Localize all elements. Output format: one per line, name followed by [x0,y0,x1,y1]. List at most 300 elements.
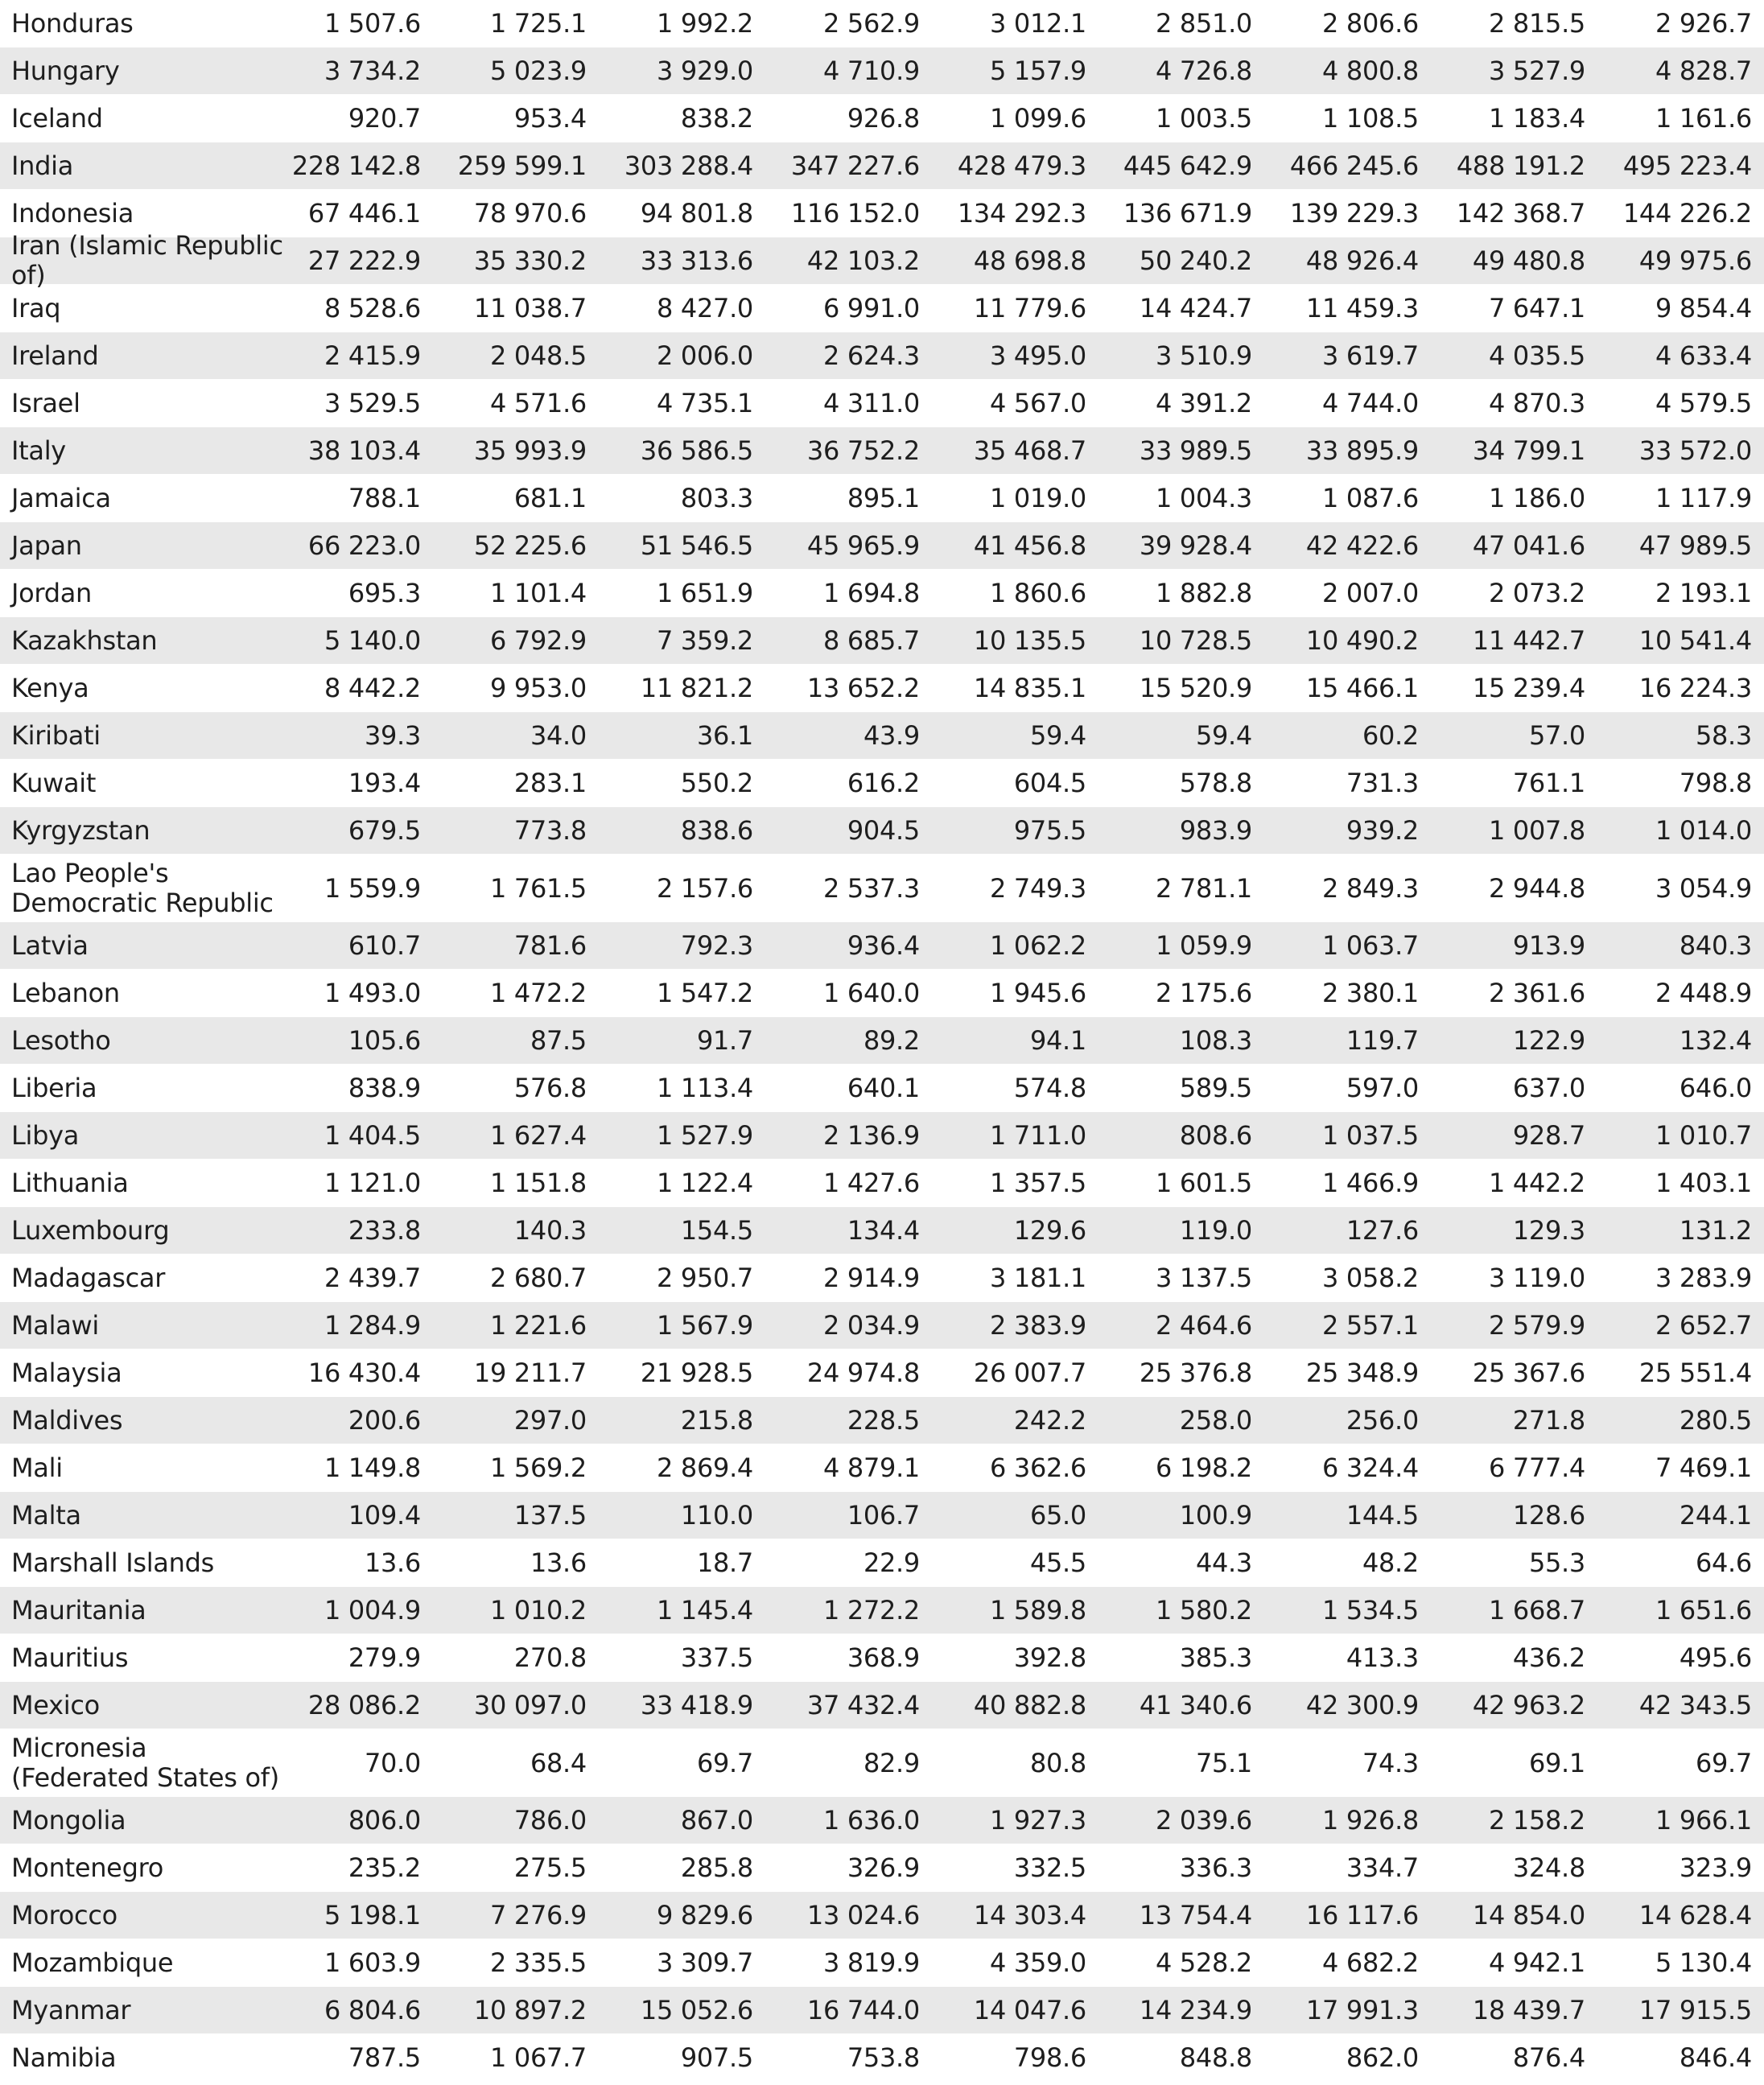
value-cell: 1 221.6 [489,1310,587,1341]
value-cell: 788.1 [348,483,421,513]
value-cell: 983.9 [1179,815,1252,846]
value-cell: 4 359.0 [989,1947,1086,1978]
country-name-cell: Maldives [11,1404,123,1436]
value-cell: 1 151.8 [489,1168,587,1198]
value-cell: 4 682.2 [1321,1947,1419,1978]
value-cell: 2 448.9 [1655,978,1752,1008]
value-cell: 14 047.6 [973,1995,1086,2025]
value-cell: 48 698.8 [973,245,1086,276]
value-cell: 2 869.4 [656,1452,753,1483]
value-cell: 2 579.9 [1488,1310,1585,1341]
value-cell: 1 601.5 [1155,1168,1252,1198]
value-cell: 798.8 [1679,768,1752,798]
value-cell: 1 559.9 [324,872,421,904]
value-cell: 47 989.5 [1638,530,1752,561]
value-cell: 907.5 [680,2042,753,2073]
value-cell: 1 186.0 [1488,483,1585,513]
value-cell: 640.1 [847,1073,920,1103]
value-cell: 15 052.6 [640,1995,753,2025]
value-cell: 5 130.4 [1655,1947,1752,1978]
value-cell: 6 198.2 [1155,1452,1252,1483]
value-cell: 1 059.9 [1155,930,1252,961]
value-cell: 1 711.0 [989,1120,1086,1151]
value-cell: 39 928.4 [1139,530,1252,561]
value-cell: 1 725.1 [489,8,587,39]
value-cell: 47 041.6 [1472,530,1585,561]
value-cell: 1 003.5 [1155,103,1252,134]
value-cell: 14 234.9 [1139,1995,1252,2025]
value-cell: 11 038.7 [473,293,587,323]
country-name-cell: Mali [11,1452,63,1483]
value-cell: 140.3 [513,1215,587,1246]
value-cell: 42 343.5 [1638,1690,1752,1720]
value-cell: 2 926.7 [1655,8,1752,39]
value-cell: 259 599.1 [457,150,587,181]
value-cell: 2 680.7 [489,1263,587,1293]
value-cell: 40 882.8 [973,1690,1086,1720]
value-cell: 10 897.2 [473,1995,587,2025]
value-cell: 1 589.8 [989,1595,1086,1626]
value-cell: 200.6 [348,1405,421,1436]
country-name-cell: Kiribati [11,719,101,751]
value-cell: 67 446.1 [307,198,421,229]
country-name-cell: Latvia [11,929,89,961]
value-cell: 119.0 [1179,1215,1252,1246]
value-cell: 975.5 [1013,815,1086,846]
value-cell: 1 493.0 [324,978,421,1008]
value-cell: 4 870.3 [1488,388,1585,418]
value-cell: 4 633.4 [1655,340,1752,371]
value-cell: 604.5 [1013,768,1086,798]
table-row [0,142,1764,190]
country-name-cell: Malawi [11,1309,99,1341]
value-cell: 14 854.0 [1472,1900,1585,1930]
value-cell: 920.7 [348,103,421,134]
table-row [0,1302,1764,1349]
value-cell: 637.0 [1512,1073,1585,1103]
value-cell: 52 225.6 [473,530,587,561]
country-name-cell: Jamaica [11,482,111,513]
value-cell: 91.7 [696,1025,753,1056]
country-name-cell: Lebanon [11,977,120,1008]
value-cell: 1 284.9 [324,1310,421,1341]
country-name-cell: Namibia [11,2042,117,2073]
value-cell: 9 953.0 [489,673,587,703]
value-cell: 1 569.2 [489,1452,587,1483]
table-row [0,970,1764,1017]
value-cell: 13.6 [364,1547,421,1578]
value-cell: 616.2 [847,768,920,798]
value-cell: 1 966.1 [1655,1805,1752,1836]
value-cell: 228 142.8 [291,150,421,181]
value-cell: 36.1 [696,720,753,751]
value-cell: 42 422.6 [1305,530,1419,561]
value-cell: 6 991.0 [822,293,920,323]
value-cell: 25 367.6 [1472,1358,1585,1388]
value-cell: 840.3 [1679,930,1752,961]
value-cell: 2 652.7 [1655,1310,1752,1341]
value-cell: 2 849.3 [1321,872,1419,904]
value-cell: 326.9 [847,1852,920,1883]
value-cell: 244.1 [1679,1500,1752,1531]
value-cell: 271.8 [1512,1405,1585,1436]
value-cell: 2 944.8 [1488,872,1585,904]
country-name-cell: India [11,150,74,181]
value-cell: 1 992.2 [656,8,753,39]
value-cell: 368.9 [847,1642,920,1673]
value-cell: 68.4 [530,1747,587,1778]
value-cell: 2 175.6 [1155,978,1252,1008]
value-cell: 939.2 [1346,815,1419,846]
value-cell: 235.2 [348,1852,421,1883]
value-cell: 895.1 [847,483,920,513]
value-cell: 66 223.0 [307,530,421,561]
value-cell: 4 879.1 [822,1452,920,1483]
value-cell: 2 806.6 [1321,8,1419,39]
country-name-cell: Montenegro [11,1852,164,1883]
value-cell: 2 335.5 [489,1947,587,1978]
value-cell: 215.8 [680,1405,753,1436]
country-name-cell: Indonesia [11,197,134,229]
table-row [0,760,1764,807]
value-cell: 37 432.4 [806,1690,920,1720]
value-cell: 2 007.0 [1321,578,1419,608]
value-cell: 21 928.5 [640,1358,753,1388]
country-name-cell: Morocco [11,1899,117,1930]
value-cell: 106.7 [847,1500,920,1531]
value-cell: 33 572.0 [1638,435,1752,466]
value-cell: 15 466.1 [1305,673,1419,703]
value-cell: 332.5 [1013,1852,1086,1883]
value-cell: 4 035.5 [1488,340,1585,371]
value-cell: 55.3 [1528,1547,1585,1578]
value-cell: 279.9 [348,1642,421,1673]
value-cell: 578.8 [1179,768,1252,798]
value-cell: 808.6 [1179,1120,1252,1151]
value-cell: 13.6 [530,1547,587,1578]
table-row [0,1112,1764,1160]
value-cell: 2 815.5 [1488,8,1585,39]
table-row [0,1987,1764,2034]
value-cell: 1 149.8 [324,1452,421,1483]
table-row [0,1539,1764,1587]
value-cell: 69.1 [1528,1747,1585,1778]
value-cell: 16 117.6 [1305,1900,1419,1930]
country-name-cell: Mauritania [11,1594,146,1626]
value-cell: 786.0 [513,1805,587,1836]
value-cell: 1 547.2 [656,978,753,1008]
value-cell: 610.7 [348,930,421,961]
value-cell: 846.4 [1679,2042,1752,2073]
value-cell: 761.1 [1512,768,1585,798]
country-name-cell: Mozambique [11,1947,174,1978]
value-cell: 3 734.2 [324,56,421,86]
value-cell: 49 480.8 [1472,245,1585,276]
value-cell: 803.3 [680,483,753,513]
value-cell: 392.8 [1013,1642,1086,1673]
value-cell: 4 942.1 [1488,1947,1585,1978]
value-cell: 1 403.1 [1655,1168,1752,1198]
value-cell: 3 510.9 [1155,340,1252,371]
value-cell: 838.2 [680,103,753,134]
value-cell: 2 914.9 [822,1263,920,1293]
value-cell: 1 063.7 [1321,930,1419,961]
value-cell: 297.0 [513,1405,587,1436]
value-cell: 2 193.1 [1655,578,1752,608]
value-cell: 347 227.6 [790,150,920,181]
value-cell: 936.4 [847,930,920,961]
table-row [0,1444,1764,1492]
value-cell: 1 694.8 [822,578,920,608]
value-cell: 2 439.7 [324,1263,421,1293]
value-cell: 436.2 [1512,1642,1585,1673]
value-cell: 695.3 [348,578,421,608]
value-cell: 16 744.0 [806,1995,920,2025]
value-cell: 2 781.1 [1155,872,1252,904]
value-cell: 1 014.0 [1655,815,1752,846]
value-cell: 848.8 [1179,2042,1252,2073]
value-cell: 131.2 [1679,1215,1752,1246]
value-cell: 646.0 [1679,1073,1752,1103]
value-cell: 3 054.9 [1655,872,1752,904]
value-cell: 19 211.7 [473,1358,587,1388]
value-cell: 16 430.4 [307,1358,421,1388]
value-cell: 42 103.2 [806,245,920,276]
value-cell: 64.6 [1695,1547,1752,1578]
table-row [0,1349,1764,1397]
value-cell: 100.9 [1179,1500,1252,1531]
value-cell: 3 283.9 [1655,1263,1752,1293]
value-cell: 838.9 [348,1073,421,1103]
value-cell: 17 991.3 [1305,1995,1419,2025]
value-cell: 1 117.9 [1655,483,1752,513]
value-cell: 1 651.9 [656,578,753,608]
value-cell: 24 974.8 [806,1358,920,1388]
value-cell: 806.0 [348,1805,421,1836]
value-cell: 597.0 [1346,1073,1419,1103]
value-cell: 2 749.3 [989,872,1086,904]
value-cell: 2 562.9 [822,8,920,39]
value-cell: 679.5 [348,815,421,846]
value-cell: 1 019.0 [989,483,1086,513]
value-cell: 129.6 [1013,1215,1086,1246]
value-cell: 2 383.9 [989,1310,1086,1341]
value-cell: 42 963.2 [1472,1690,1585,1720]
country-name-cell: Iceland [11,102,103,134]
value-cell: 2 048.5 [489,340,587,371]
value-cell: 4 579.5 [1655,388,1752,418]
value-cell: 58.3 [1695,720,1752,751]
value-cell: 258.0 [1179,1405,1252,1436]
value-cell: 14 424.7 [1139,293,1252,323]
value-cell: 1 427.6 [822,1168,920,1198]
value-cell: 11 459.3 [1305,293,1419,323]
country-name-cell: Japan [11,529,82,561]
value-cell: 1 534.5 [1321,1595,1419,1626]
value-cell: 303 288.4 [624,150,753,181]
value-cell: 2 073.2 [1488,578,1585,608]
value-cell: 4 391.2 [1155,388,1252,418]
value-cell: 11 779.6 [973,293,1086,323]
value-cell: 35 330.2 [473,245,587,276]
value-cell: 1 580.2 [1155,1595,1252,1626]
value-cell: 589.5 [1179,1073,1252,1103]
table-row [0,1255,1764,1302]
value-cell: 142 368.7 [1456,198,1585,229]
value-cell: 1 099.6 [989,103,1086,134]
country-name-cell: Malta [11,1499,81,1531]
value-cell: 576.8 [513,1073,587,1103]
value-cell: 3 619.7 [1321,340,1419,371]
value-cell: 16 224.3 [1638,673,1752,703]
value-cell: 1 404.5 [324,1120,421,1151]
value-cell: 14 628.4 [1638,1900,1752,1930]
value-cell: 1 527.9 [656,1120,753,1151]
table-row [0,1844,1764,1892]
value-cell: 1 507.6 [324,8,421,39]
value-cell: 136 671.9 [1123,198,1252,229]
value-cell: 134 292.3 [957,198,1086,229]
value-cell: 4 571.6 [489,388,587,418]
value-cell: 2 950.7 [656,1263,753,1293]
value-cell: 28 086.2 [307,1690,421,1720]
country-name-cell: Israel [11,387,80,418]
table-row [0,1892,1764,1939]
value-cell: 323.9 [1679,1852,1752,1883]
value-cell: 2 537.3 [822,872,920,904]
value-cell: 8 442.2 [324,673,421,703]
value-cell: 30 097.0 [473,1690,587,1720]
value-cell: 1 466.9 [1321,1168,1419,1198]
value-cell: 94.1 [1029,1025,1086,1056]
table-row [0,1397,1764,1444]
table-row [0,922,1764,970]
country-name-cell: Jordan [11,577,93,608]
value-cell: 26 007.7 [973,1358,1086,1388]
value-cell: 11 821.2 [640,673,753,703]
value-cell: 45.5 [1029,1547,1086,1578]
value-cell: 1 145.4 [656,1595,753,1626]
value-cell: 144 226.2 [1622,198,1752,229]
value-cell: 7 276.9 [489,1900,587,1930]
value-cell: 1 037.5 [1321,1120,1419,1151]
country-name-cell: Mexico [11,1689,100,1720]
value-cell: 1 007.8 [1488,815,1585,846]
value-cell: 119.7 [1346,1025,1419,1056]
table-row [0,427,1764,475]
country-name-cell: Kuwait [11,767,97,798]
value-cell: 9 829.6 [656,1900,753,1930]
value-cell: 25 376.8 [1139,1358,1252,1388]
value-cell: 1 472.2 [489,978,587,1008]
value-cell: 60.2 [1362,720,1419,751]
value-cell: 25 551.4 [1638,1358,1752,1388]
value-cell: 110.0 [680,1500,753,1531]
value-cell: 4 726.8 [1155,56,1252,86]
value-cell: 550.2 [680,768,753,798]
value-cell: 445 642.9 [1123,150,1252,181]
value-cell: 13 652.2 [806,673,920,703]
value-cell: 13 024.6 [806,1900,920,1930]
value-cell: 867.0 [680,1805,753,1836]
value-cell: 25 348.9 [1305,1358,1419,1388]
value-cell: 9 854.4 [1655,293,1752,323]
value-cell: 137.5 [513,1500,587,1531]
value-cell: 2 557.1 [1321,1310,1419,1341]
value-cell: 80.8 [1029,1747,1086,1778]
value-cell: 17 915.5 [1638,1995,1752,2025]
table-row [0,230,1764,290]
table-row [0,665,1764,712]
value-cell: 1 640.0 [822,978,920,1008]
value-cell: 1 761.5 [489,872,587,904]
value-cell: 33 418.9 [640,1690,753,1720]
value-cell: 3 137.5 [1155,1263,1252,1293]
value-cell: 270.8 [513,1642,587,1673]
country-name-cell: Lithuania [11,1167,129,1198]
table-row [0,1939,1764,1987]
value-cell: 385.3 [1179,1642,1252,1673]
value-cell: 144.5 [1346,1500,1419,1531]
value-cell: 108.3 [1179,1025,1252,1056]
value-cell: 18 439.7 [1472,1995,1585,2025]
value-cell: 413.3 [1346,1642,1419,1673]
value-cell: 1 010.7 [1655,1120,1752,1151]
value-cell: 59.4 [1029,720,1086,751]
value-cell: 1 101.4 [489,578,587,608]
value-cell: 14 835.1 [973,673,1086,703]
value-cell: 10 541.4 [1638,625,1752,656]
value-cell: 2 006.0 [656,340,753,371]
value-cell: 242.2 [1013,1405,1086,1436]
table-row [0,570,1764,617]
value-cell: 132.4 [1679,1025,1752,1056]
value-cell: 1 882.8 [1155,578,1252,608]
table-row [0,1587,1764,1634]
value-cell: 10 728.5 [1139,625,1252,656]
table-row [0,475,1764,522]
value-cell: 3 181.1 [989,1263,1086,1293]
value-cell: 134.4 [847,1215,920,1246]
value-cell: 781.6 [513,930,587,961]
value-cell: 105.6 [348,1025,421,1056]
value-cell: 466 245.6 [1289,150,1419,181]
value-cell: 2 158.2 [1488,1805,1585,1836]
value-cell: 14 303.4 [973,1900,1086,1930]
country-name-cell: Kyrgyzstan [11,814,150,846]
value-cell: 57.0 [1528,720,1585,751]
country-name-cell: Kenya [11,672,89,703]
value-cell: 337.5 [680,1642,753,1673]
value-cell: 10 135.5 [973,625,1086,656]
value-cell: 22.9 [863,1547,920,1578]
value-cell: 876.4 [1512,2042,1585,2073]
table-row [0,807,1764,855]
country-name-cell: Iran (Islamic Republic of) [11,230,283,290]
value-cell: 1 062.2 [989,930,1086,961]
value-cell: 2 415.9 [324,340,421,371]
country-name-cell: Mongolia [11,1804,126,1836]
value-cell: 862.0 [1346,2042,1419,2073]
value-cell: 41 456.8 [973,530,1086,561]
country-name-cell: Honduras [11,7,134,39]
value-cell: 233.8 [348,1215,421,1246]
value-cell: 1 272.2 [822,1595,920,1626]
value-cell: 792.3 [680,930,753,961]
country-name-cell: Italy [11,435,66,466]
value-cell: 3 119.0 [1488,1263,1585,1293]
value-cell: 7 647.1 [1488,293,1585,323]
